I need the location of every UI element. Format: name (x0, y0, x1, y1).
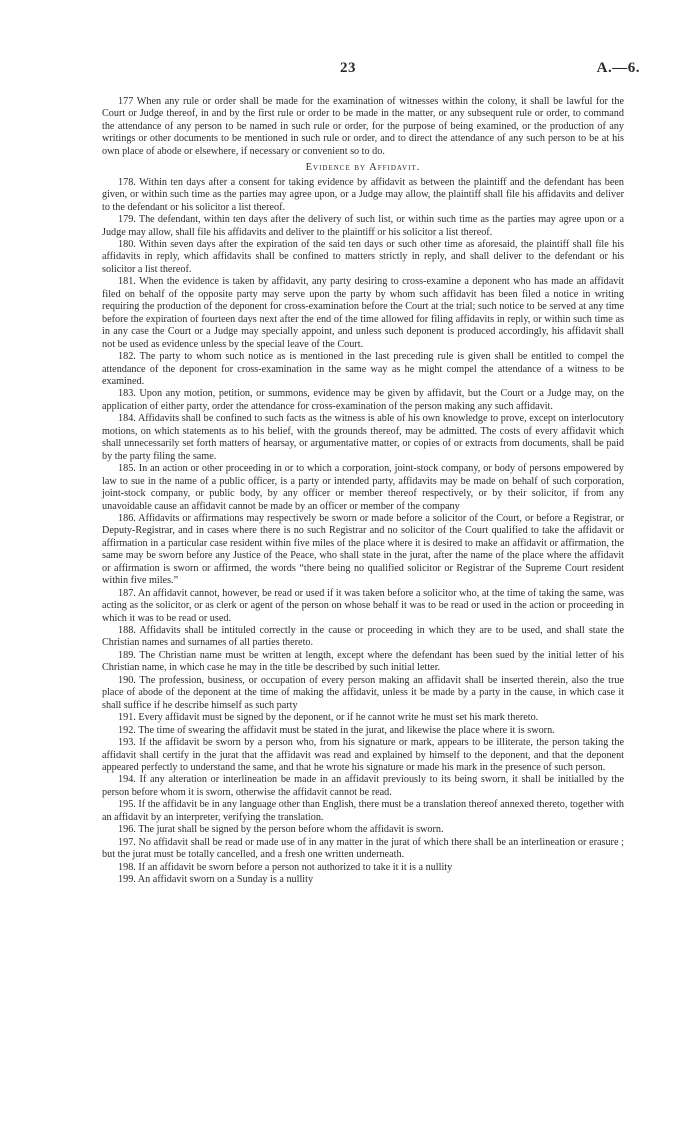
rule-195: 195. If the affidavit be in any language other than English, there must be a translation thereof annexed thereto, together with an affidavit by an interpreter, verifying the translation. (102, 799, 624, 823)
rule-187: 187. An affidavit cannot, however, be read or used if it was taken before a solicitor who, at the time of taking the same, was acting as the solicitor, or as clerk or agent of the person on whose behalf it was to be read or used in the action or proceeding in which it was to be read or used. (102, 587, 624, 624)
rule-198: 198. If an affidavit be sworn before a person not authorized to take it it is a nullity (118, 861, 453, 873)
rule-178: 178. Within ten days after a consent for taking evidence by affidavit as between the plaintiff and the defendant has been given, or within such time as the parties may agree upon, or a Judge may allow, the plaintiff shall file his affidavits and deliver to the defendant or his solicitor a list thereof. (102, 176, 624, 213)
page-header (0, 60, 700, 84)
rule-180: 180. Within seven days after the expiration of the said ten days or such other time as aforesaid, the plaintiff shall file his affidavits in reply, which affidavits shall be confined to matters strictly in reply, and shall deliver to the defendant or his solicitor a list thereof. (102, 238, 624, 275)
rule-192: 192. The time of swearing the affidavit must be stated in the jurat, and likewise the place where it is sworn. (118, 724, 555, 736)
rule-189: 189. The Christian name must be written at length, except where the defendant has been sued by the initial letter of his Christian name, in which case he may in the title be described by such initial letter. (102, 649, 624, 674)
rule-190: 190. The profession, business, or occupation of every person making an affidavit shall be inserted therein, also the true place of abode of the deponent at the time of making the affidavit, unless it be made by a party in the cause, in which case it shall suffice if he describe himself as such party (102, 674, 624, 711)
rule-194: 194. If any alteration or interlineation be made in an affidavit previously to its being sworn, it shall be initialled by the person before whom it is sworn, otherwise the affidavit cannot be read. (102, 774, 624, 798)
rule-181: 181. When the evidence is taken by affidavit, any party desiring to cross-examine a deponent who has made an affidavit filed on behalf of the opposite party may serve upon the party by whom such affidavit has been filed a notice in writing requiring the production of the deponent for cross-examination before the Court at the trial; such notice to be served at any time before the expiration of fourteen days next after the end of the time allowed for filing affidavits in reply, or within such time as in any case the Court or a Judge may specially appoint, and unless such deponent is produced accordingly, his affidavit shall not be used as evidence unless by the special leave of the Court. (102, 276, 624, 350)
rule-185: 185. In an action or other proceeding in or to which a corporation, joint-stock company, or body of persons empowered by law to sue in the name of a public officer, is a party or intended party, affidavits may be made on behalf of such corporation, joint-stock company, or public body, by any officer or member thereof respectively, or by their solicitor, if from any unavoidable cause an affidavit cannot be made by an officer or member of the company (102, 463, 624, 512)
rule-193: 193. If the affidavit be sworn by a person who, from his signature or mark, appears to be illiterate, the person taking the affidavit shall certify in the jurat that the affidavit was read and explained by himself to the deponent, and that the deponent appeared perfectly to understand the same, and that he wrote his signature or made his mark in the presence of such person. (102, 737, 624, 774)
rule-196: 196. The jurat shall be signed by the person before whom the affidavit is sworn. (118, 824, 444, 836)
rule-179: 179. The defendant, within ten days after the delivery of such list, or within such time as the parties may agree upon or a Judge may allow, shall file his affidavits and deliver to the plaintiff or his solicitor a list thereof. (102, 214, 624, 238)
rule-186: 186. Affidavits or affirmations may respectively be sworn or made before a solicitor of the Court, or before a Registrar, or Deputy-Registrar, and in cases where there is no such Registrar and no solicitor of the Court qualified to take the affidavit or affirmation in a particular case resident within five miles of the place where it is desired to make an affidavit or affirmation, the same may be sworn before any Justice of the Peace, who shall state in the jurat, after the name of the place where the affidavit or affirmation is sworn or affirmed, the words “there being no qualified solicitor or Registrar of the Supreme Court resident within five miles.” (102, 512, 624, 587)
rule-197: 197. No affidavit shall be read or made use of in any matter in the jurat of which there shall be an interlineation or erasure ; but the jurat must be totally cancelled, and a fresh one written underneath. (102, 836, 624, 861)
rule-191: 191. Every affidavit must be signed by the deponent, or if he cannot write he must set his mark thereto. (118, 712, 539, 724)
rule-188: 188. Affidavits shall be intituled correctly in the cause or proceeding in which they are to be used, and shall state the Christian names and surnames of all parties thereto. (102, 625, 624, 649)
rule-184: 184. Affidavits shall be confined to such facts as the witness is able of his own knowledge to prove, except on interlocutory motions, on which statements as to his belief, with the grounds thereof, may be admitted. The costs of every affidavit which shall unnecessarily set forth matters of hearsay, or argumentative matter, or copies of or extracts from documents, shall be paid by the party filing the same. (102, 413, 624, 462)
rule-199: 199. An affidavit sworn on a Sunday is a nullity (118, 874, 314, 886)
document-reference: A.—6. (596, 60, 640, 76)
rule-183: 183. Upon any motion, petition, or summons, evidence may be given by affidavit, but the Court or a Judge may, on the application of either party, order the attendance for cross-examination of the person making any such affidavit. (102, 388, 624, 412)
page-number: 23 (340, 60, 356, 76)
document-body (102, 96, 624, 887)
rule-182: 182. The party to whom such notice as is mentioned in the last preceding rule is given shall be entitled to compel the attendance of the deponent for cross-examination in the same way as he might compel the attendance of a witness to be examined. (102, 351, 624, 387)
rule-177: 177 When any rule or order shall be made for the examination of witnesses within the colony, it shall be lawful for the Court or Judge thereof, in and by the first rule or order to be made in the matter, or any subsequent rule or order, to command the attendance of any person to be named in such rule or order, for the purpose of being examined, or the production of any writings or other documents to be mentioned in such rule or order, and to direct the attendance of any such person to be at his own place of abode or elsewhere, if necessary or convenient so to do. (102, 96, 624, 157)
section-heading: Evidence by Affidavit. (305, 162, 421, 174)
